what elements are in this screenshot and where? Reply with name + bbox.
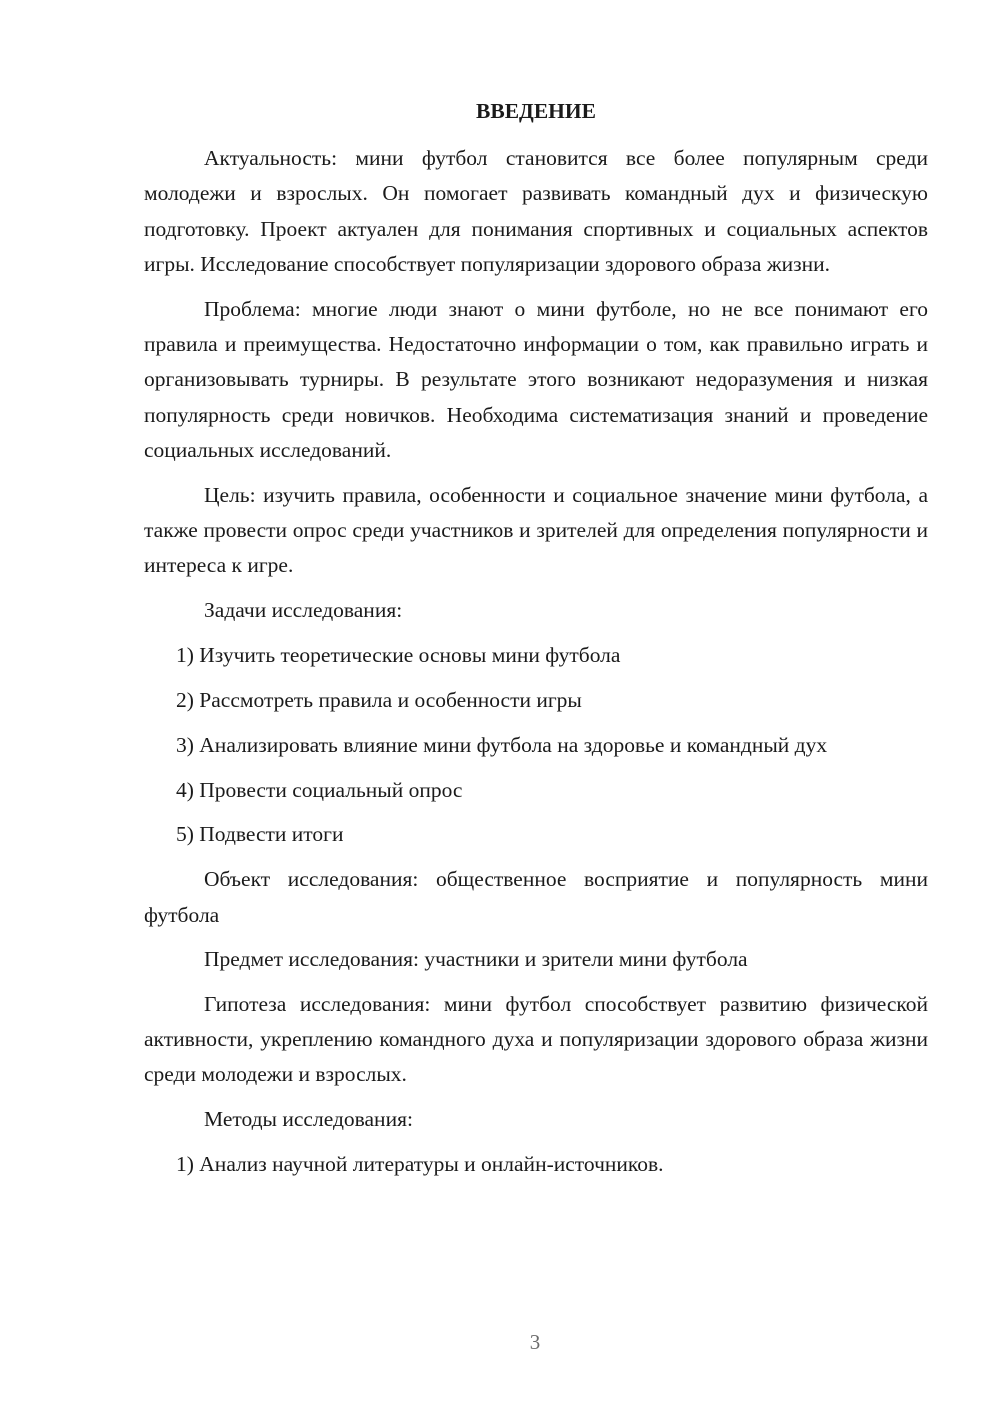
page-content (144, 94, 928, 1192)
task-item-5: 5) Подвести итоги (176, 822, 344, 847)
paragraph-subject: Предмет исследования: участники и зрители мини футбола (204, 947, 748, 972)
paragraph-hypothesis: Гипотеза исследования: мини футбол способствует развитию физической активности, укреплению командного духа и популяризации здорового образа жизни среди молодежи и взрослых. (144, 991, 928, 1087)
page-number: 3 (529, 1330, 541, 1354)
method-item-1: 1) Анализ научной литературы и онлайн-источников. (176, 1151, 664, 1176)
task-item-4: 4) Провести социальный опрос (176, 777, 463, 802)
task-item-3: 3) Анализировать влияние мини футбола на здоровье и командный дух (176, 732, 828, 757)
methods-heading: Методы исследования: (204, 1106, 413, 1131)
paragraph-goal: Цель: изучить правила, особенности и социальное значение мини футбола, а также провести опрос среди участников и зрителей для определения популярности и интереса к игре. (144, 482, 928, 578)
paragraph-object: Объект исследования: общественное восприятие и популярность мини футбола (144, 867, 928, 927)
paragraph-problem: Проблема: многие люди знают о мини футболе, но не все понимают его правила и преимущества. Недостаточно информации о том, как правильно играть и организовывать турниры. В результате этого возникают недоразумения и низкая популярность среди новичков. Необходима систематизация знаний и проведение социальных исследований. (144, 296, 928, 463)
tasks-heading: Задачи исследования: (204, 597, 403, 622)
paragraph-relevance: Актуальность: мини футбол становится все более популярным среди молодежи и взрослых. Он помогает развивать командный дух и физическую подготовку. Проект актуален для понимания спортивных и социальных аспектов игры. Исследование способствует популяризации здорового образа жизни. (144, 146, 928, 277)
task-item-1: 1) Изучить теоретические основы мини футбола (176, 642, 621, 667)
task-item-2: 2) Рассмотреть правила и особенности игры (176, 687, 582, 712)
section-title: ВВЕДЕНИЕ (476, 99, 596, 123)
